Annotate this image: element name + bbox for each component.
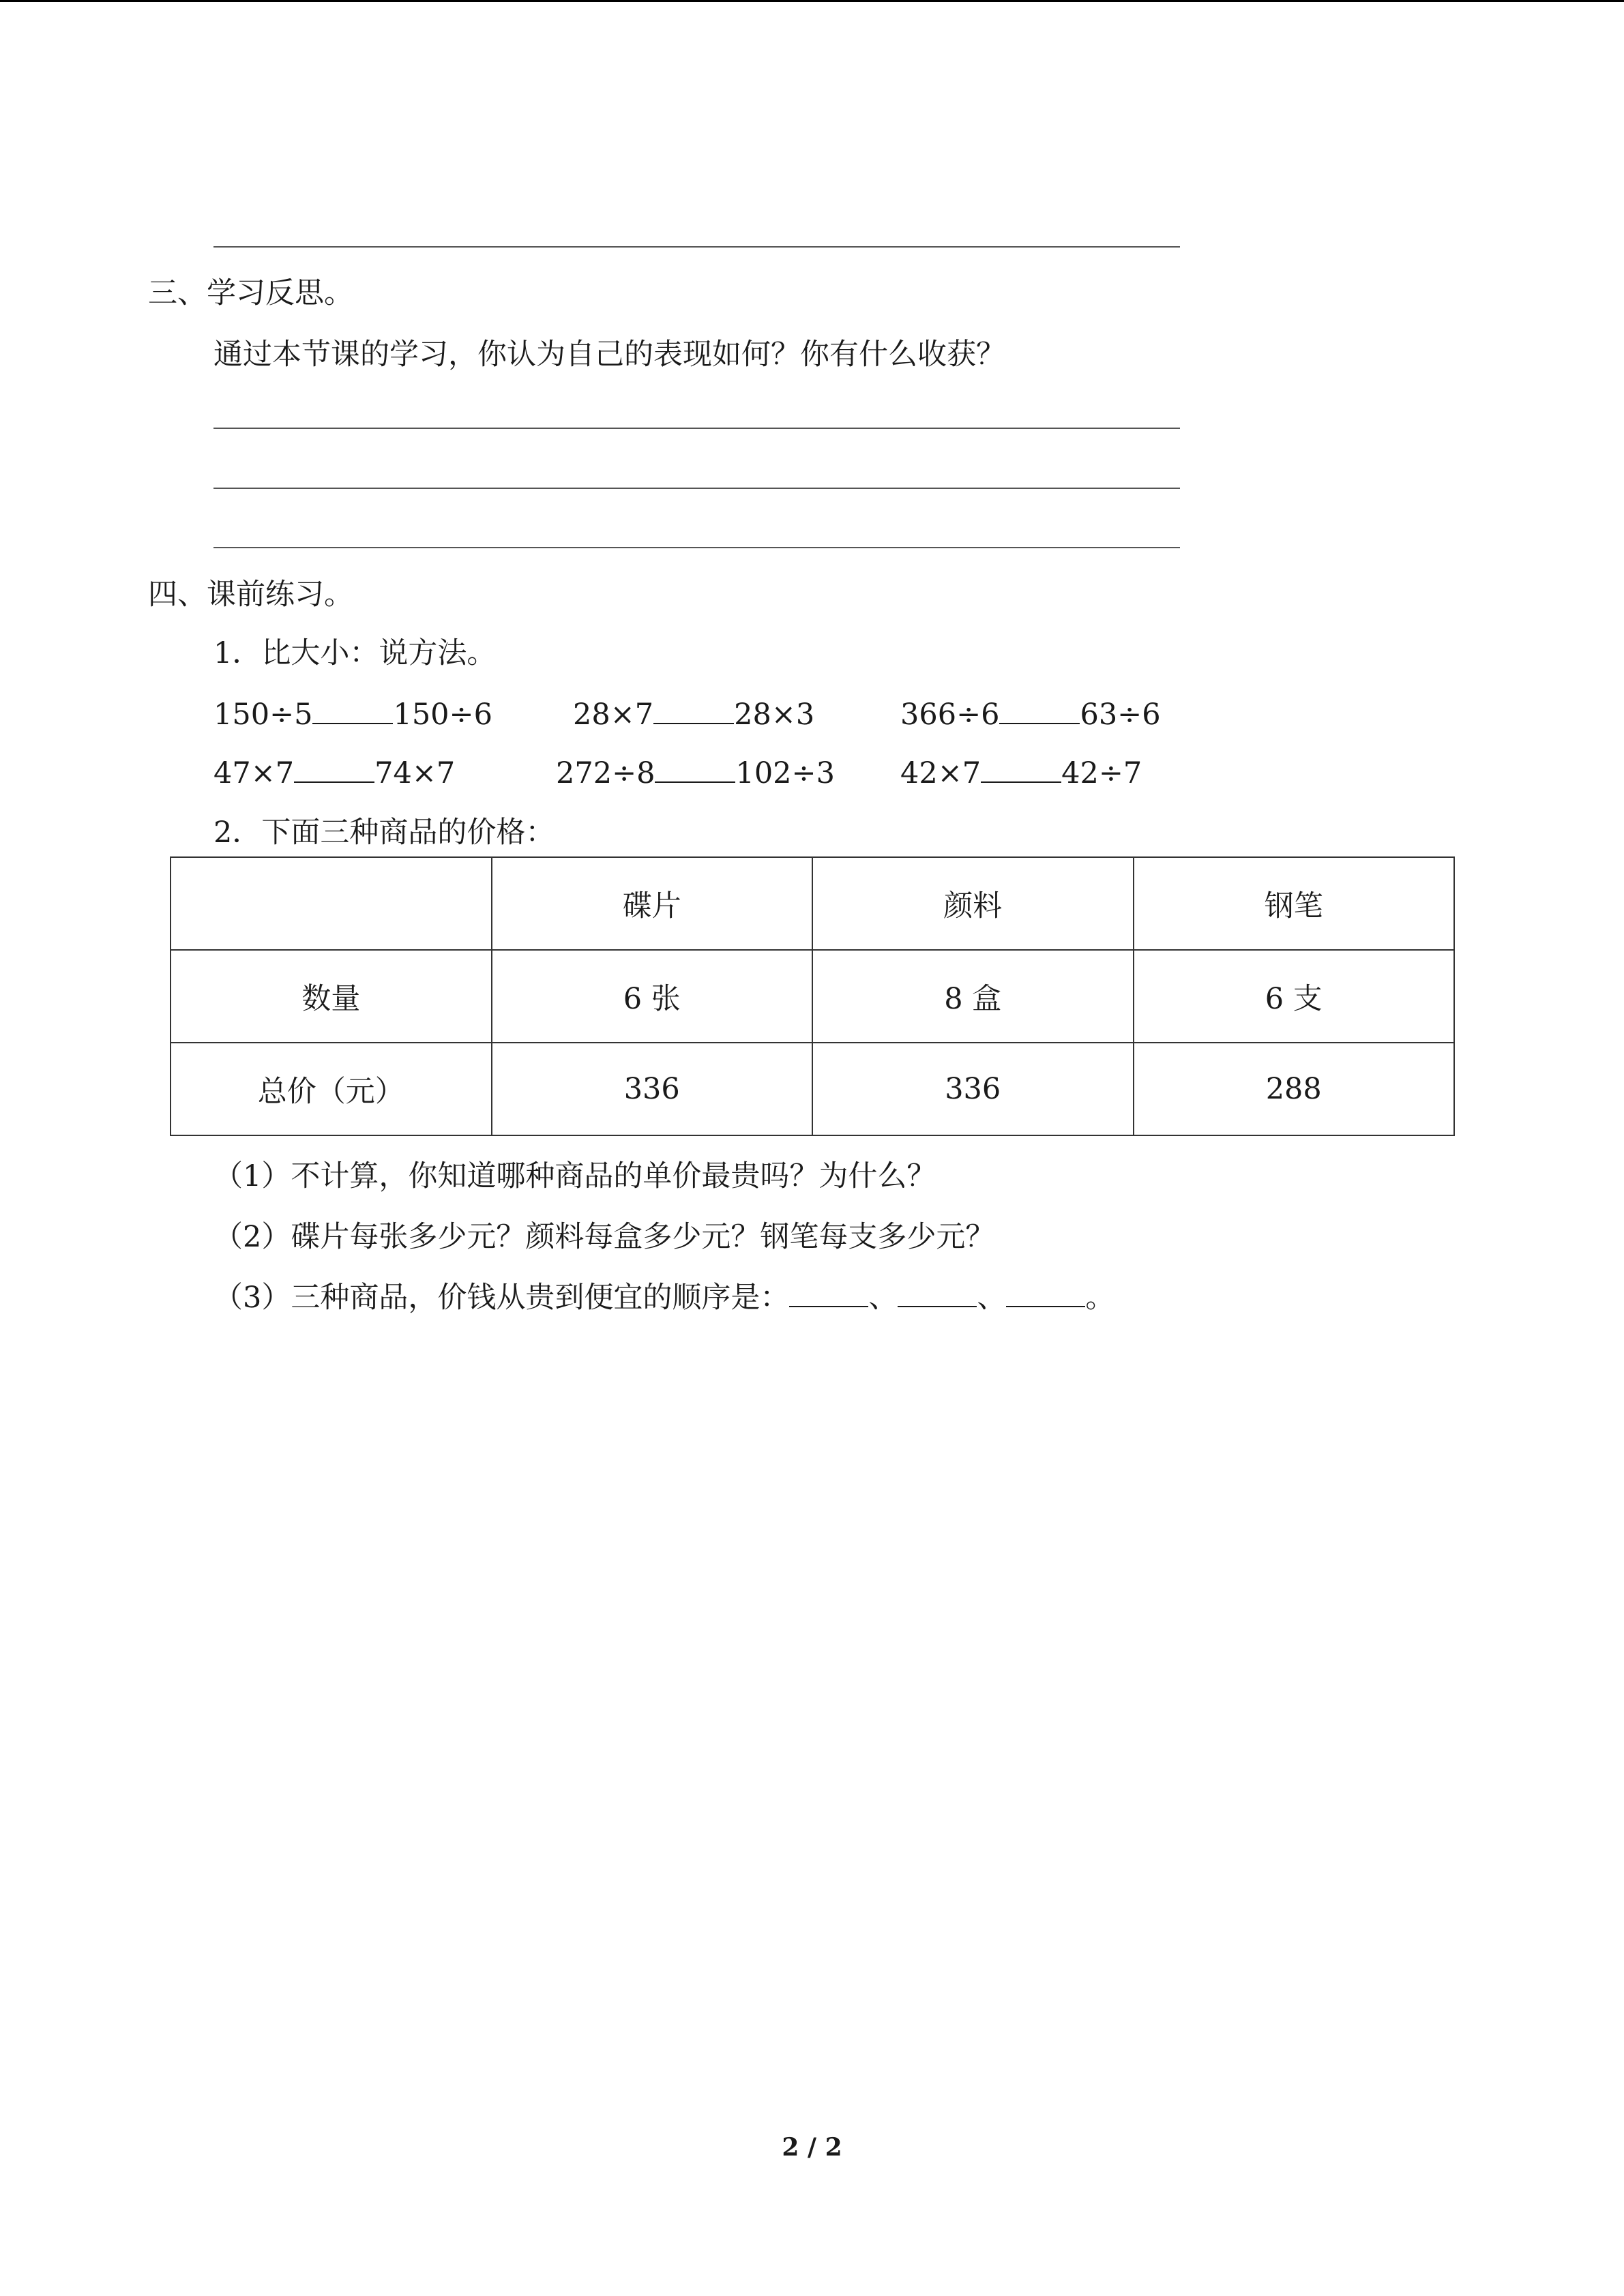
answer-blank[interactable]: [1006, 1280, 1085, 1307]
answer-blank[interactable]: [999, 697, 1080, 724]
separator: 、: [977, 1281, 1007, 1315]
comparison-left: 150÷5: [213, 698, 313, 732]
table-cell: 336: [812, 1043, 1134, 1135]
subquestion-1: （1）不计算，你知道哪种商品的单价最贵吗？为什么？: [213, 1159, 936, 1193]
answer-blank[interactable]: [655, 756, 735, 783]
comparison-item: [573, 697, 814, 732]
table-header-row: [171, 857, 1454, 950]
comparison-left: 366÷6: [900, 698, 1000, 732]
comparison-left: 28×7: [573, 698, 654, 732]
comparison-item: [213, 697, 492, 732]
answer-blank[interactable]: [312, 697, 393, 724]
answer-blank[interactable]: [789, 1280, 868, 1307]
subquestion-2: （2）碟片每张多少元？颜料每盒多少元？钢笔每支多少元？: [213, 1220, 995, 1254]
table-cell: 288: [1134, 1043, 1455, 1135]
subquestion-3-text: （3）三种商品，价钱从贵到便宜的顺序是：: [213, 1281, 790, 1315]
comparison-item: [213, 756, 455, 790]
table-header-cell: 钢笔: [1134, 857, 1455, 950]
answer-line: [213, 488, 1180, 489]
table-cell: 6 支: [1134, 950, 1455, 1043]
table-row: [171, 1043, 1454, 1135]
comparison-right: 74×7: [374, 756, 456, 790]
subquestion-3: [213, 1280, 1114, 1315]
section3-prompt: 通过本节课的学习，你认为自己的表现如何？你有什么收获？: [213, 338, 1005, 372]
table-row-label: 总价（元）: [171, 1043, 492, 1135]
section4-heading: 四、课前练习。: [148, 578, 353, 612]
table-cell: 8 盒: [812, 950, 1134, 1043]
comparison-right: 102÷3: [735, 756, 835, 790]
table-cell: 336: [492, 1043, 813, 1135]
answer-line: [213, 547, 1180, 548]
table-header-cell: 碟片: [492, 857, 813, 950]
comparison-left: 47×7: [213, 756, 295, 790]
comparison-right: 63÷6: [1080, 698, 1161, 732]
table-cell: [171, 857, 492, 950]
question2-title: 2．下面三种商品的价格：: [213, 816, 555, 850]
table-row: [171, 950, 1454, 1043]
answer-line: [213, 246, 1180, 248]
comparison-item: [556, 756, 835, 790]
answer-blank[interactable]: [294, 756, 374, 783]
section3-heading: 三、学习反思。: [148, 276, 353, 310]
page-number: 2 / 2: [782, 2133, 842, 2162]
comparison-right: 42÷7: [1061, 756, 1142, 790]
table-row-label: 数量: [171, 950, 492, 1043]
separator: 、: [868, 1281, 898, 1315]
comparison-left: 272÷8: [556, 756, 655, 790]
answer-blank[interactable]: [653, 697, 734, 724]
table-cell: 6 张: [492, 950, 813, 1043]
comparison-item: [900, 697, 1161, 732]
answer-blank[interactable]: [981, 756, 1061, 783]
question1-title: 1．比大小：说方法。: [213, 636, 497, 670]
answer-blank[interactable]: [898, 1280, 977, 1307]
answer-line: [213, 428, 1180, 429]
page-top-border: [0, 0, 1624, 2]
comparison-left: 42×7: [900, 756, 981, 790]
price-table: [170, 856, 1455, 1136]
comparison-right: 28×3: [734, 698, 815, 732]
comparison-item: [900, 756, 1142, 790]
end-mark: 。: [1085, 1281, 1115, 1315]
comparison-right: 150÷6: [393, 698, 492, 732]
table-header-cell: 颜料: [812, 857, 1134, 950]
